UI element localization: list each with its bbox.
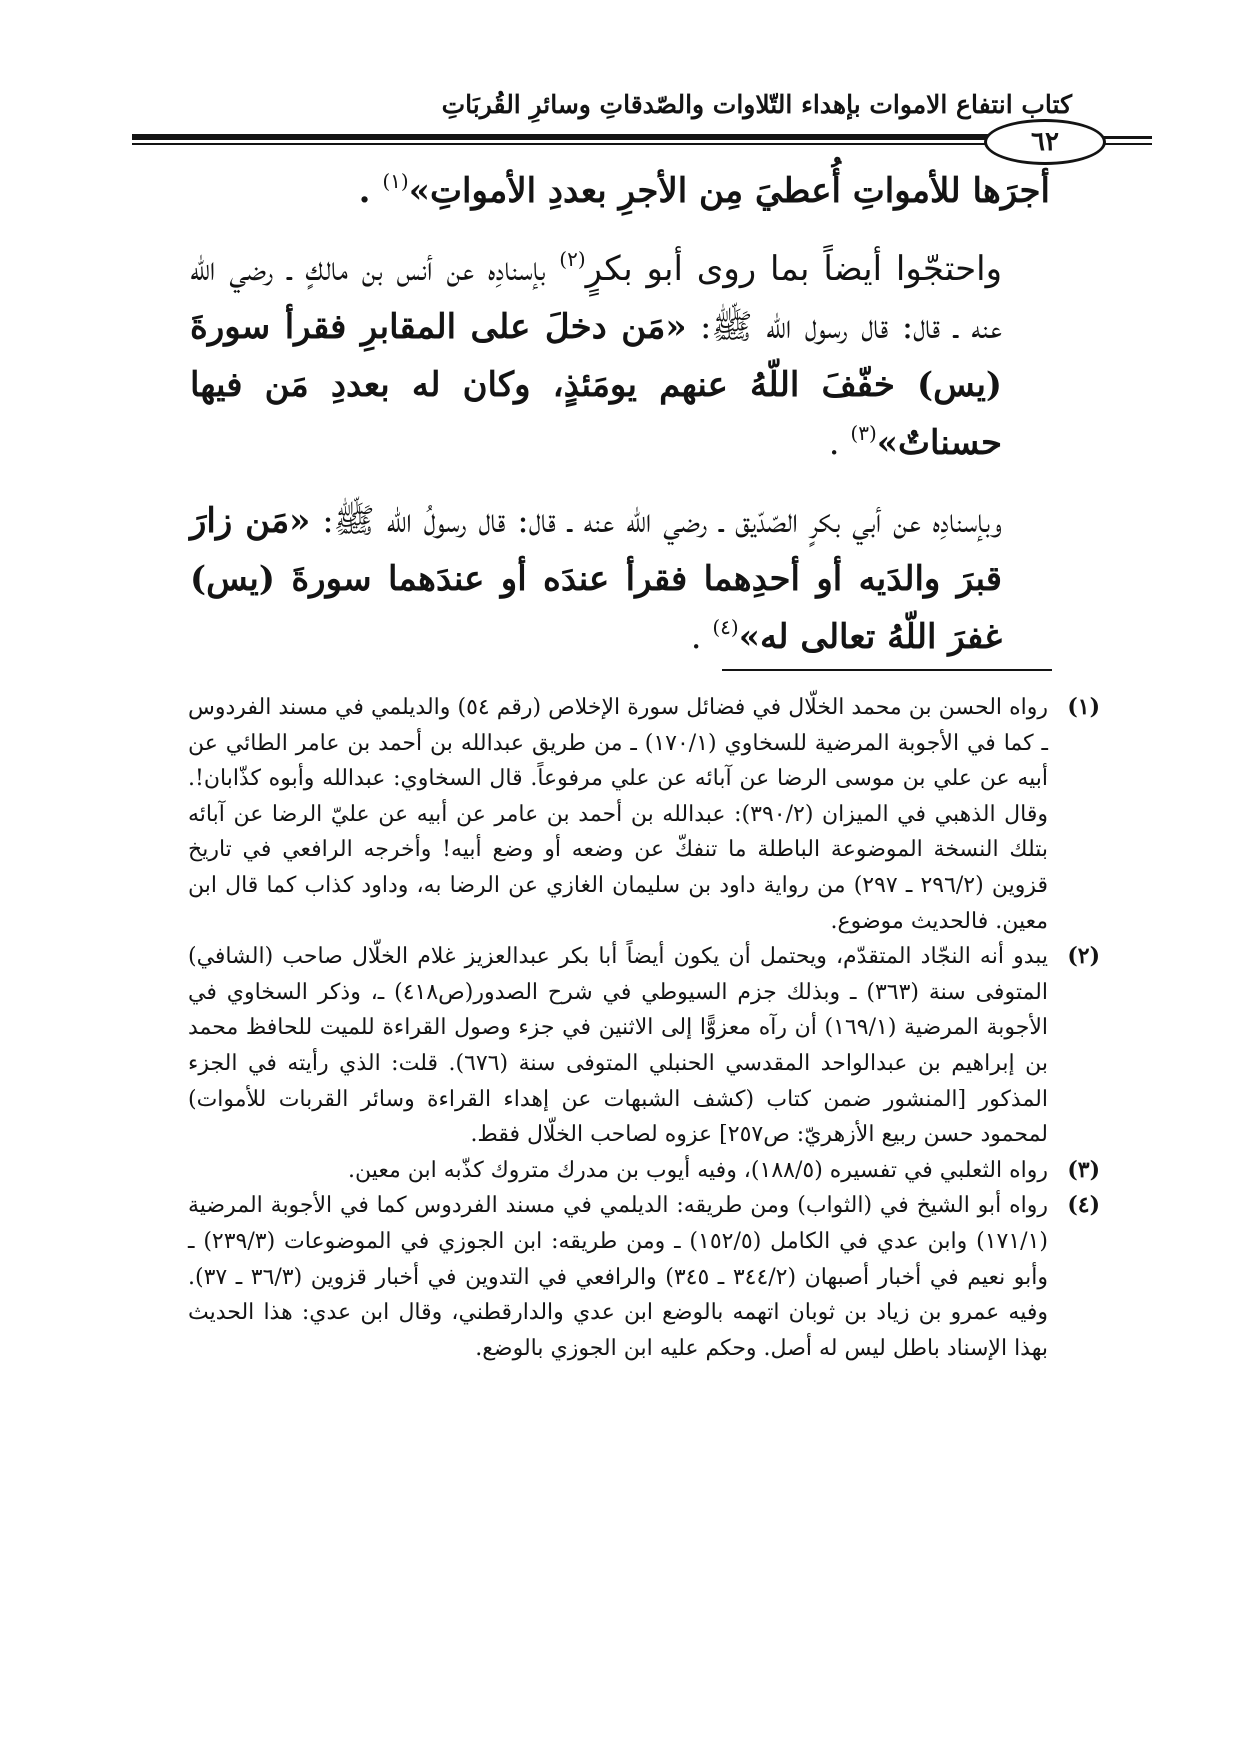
footnote-2 [188,939,1100,1153]
paragraph-3-end: . [690,617,713,657]
footnote-number: (٢) [1067,943,1100,970]
paragraph-2-text-2: بإسنادِه عن أنس بن مالكٍ ـ رضي الله عنه ـ قال: قال رسول الله ﷺ: [190,249,1002,347]
paragraph-3 [190,492,1050,666]
footnote-number: (٤) [1067,1192,1100,1219]
footnote-number: (١) [1067,694,1100,720]
paragraph-2-quote: «مَن دخلَ على المقابرِ فقرأ سورةَ (يس) خفّفَ اللّهُ عنهم يومَئذٍ، وكان له بعددِ مَن فيها حسناتٌ» [190,307,1002,463]
footnote-separator [722,669,1052,671]
footnote-text: رواه الثعلبي في تفسيره (١٨٨/٥)، وفيه أيوب بن مدرك متروك كذّبه ابن معين. [348,1157,1048,1183]
paragraph-1 [190,162,1050,220]
footnote-4 [188,1188,1100,1366]
footnote-number: (٣) [1067,1156,1100,1183]
header-rule-thick [132,134,992,140]
paragraph-2 [190,240,1050,472]
note-mark-1: (١) [382,169,409,193]
footnote-text: رواه الحسن بن محمد الخلّال في فضائل سورة الإخلاص (رقم ٥٤) والديلمي في مسند الفردوس ـ كما في الأجوبة المرضية للسخاوي (١٧٠/١) ـ من طريق عبدالله بن أحمد بن عامر الطائي عن أبيه عن علي بن موسى الرضا عن آبائه عن علي مرفوعاً. قال السخاوي: عبدالله وأبوه كذّابان!. وقال الذهبي في الميزان (٣٩٠/٢): عبدالله بن أحمد بن عامر عن أبيه عن عليّ الرضا عن آبائه بتلك النسخة الموضوعة الباطلة ما تنفكّ عن وضعه أو وضع أبيه! وأخرجه الرافعي في تاريخ قزوين (٢٩٦/٢ ـ ٢٩٧) من رواية داود بن سليمان الغازي عن الرضا به، وداود كذاب كما قال ابن معين. فالحديث موضوع. [188,695,1048,934]
paragraph-2-text-1: واحتجّوا أيضاً بما روى أبو بكرٍ [585,249,1003,289]
paragraph-2-end: . [828,423,851,463]
paragraph-3-quote: «مَن زارَ قبرَ والدَيه أو أحدِهما فقرأ عندَه أو عندَهما سورةَ (يس) غفرَ اللّهُ تعالى له» [190,501,1002,657]
note-mark-2: (٢) [559,247,586,271]
footnote-1 [188,690,1100,939]
footnote-text: رواه أبو الشيخ في (الثواب) ومن طريقه: الديلمي في مسند الفردوس كما في الأجوبة المرضية (١٧١/١) وابن عدي في الكامل (١٥٢/٥) ـ ومن طريقه: ابن الجوزي في الموضوعات (٢٣٩/٣) ـ وأبو نعيم في أخبار أصبهان (٣٤٤/٢ ـ ٣٤٥) والرافعي في التدوين في أخبار قزوين (٣٦/٣ ـ ٣٧). وفيه عمرو بن زياد بن ثوبان اتهمه بالوضع ابن عدي والدارقطني، وقال ابن عدي: هذا الحديث بهذا الإسناد باطل ليس له أصل. وحكم عليه ابن الجوزي بالوضع. [188,1193,1049,1361]
paragraph-1-text: أجرَها للأمواتِ أُعطيَ مِن الأجرِ بعددِ الأمواتِ» [408,171,1050,211]
footnote-3 [188,1153,1100,1189]
paragraph-3-text-1: وبإسنادِه عن أبي بكرٍ الصّدّيق ـ رضي الله عنه ـ قال: قال رسولُ الله ﷺ: [310,501,1002,541]
footnote-text: يبدو أنه النجّاد المتقدّم، ويحتمل أن يكون أيضاً أبا بكر عبدالعزيز غلام الخلّال صاحب (الشافي) المتوفى سنة (٣٦٣) ـ وبذلك جزم السيوطي في شرح الصدور(ص٤١٨) ـ، وذكر السخاوي في الأجوبة المرضية (١٦٩/١) أن رآه معزوًّا إلى الاثنين في جزء وصول القراءة للميت للحافظ محمد بن إبراهيم بن عبدالواحد المقدسي الحنبلي المتوفى سنة (٦٧٦). قلت: الذي رأيته في الجزء المذكور [المنشور ضمن كتاب (كشف الشبهات عن إهداء القراءة وسائر القربات للأموات) لمحمود حسن ربيع الأزهريّ: ص٢٥٧] عزوه لصاحب الخلّال فقط. [188,944,1049,1148]
paragraph-1-end: . [358,171,383,211]
page-number: ٦٢ [984,119,1106,165]
header-rule-thin [132,143,992,145]
running-head-title: كتاب انتفاع الاموات بإهداء التّلاوات والصّدقاتِ وسائرِ القُربَاتِ [441,90,1072,119]
note-mark-4: (٤) [712,615,739,639]
main-text [190,162,1050,686]
note-mark-3: (٣) [850,421,877,445]
footnotes [188,690,1100,1366]
